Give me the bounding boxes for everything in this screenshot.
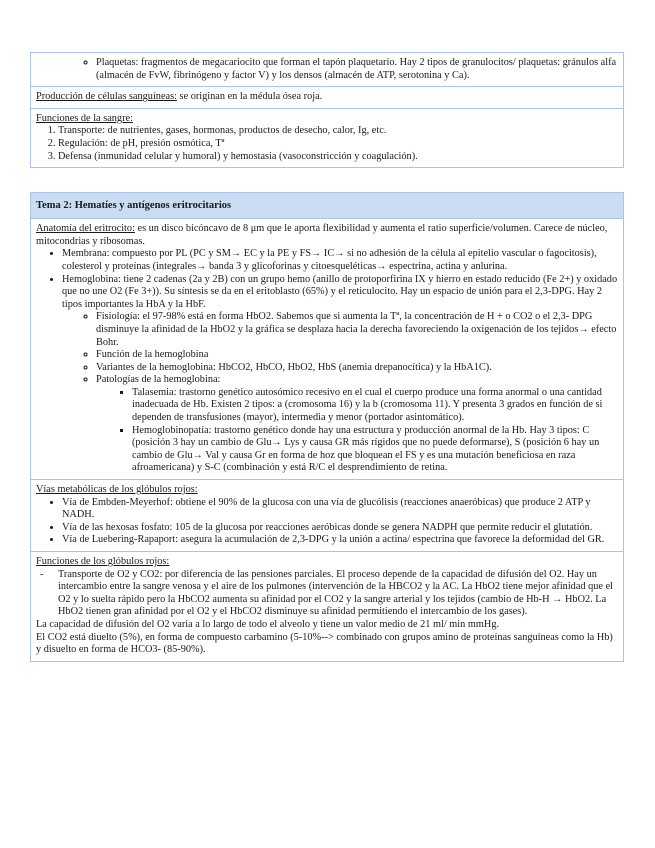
section-label: Funciones de los glóbulos rojos: (36, 556, 170, 567)
list-item: 3. Defensa (inmunidad celular y humoral) y hemostasia (vasoconstricción y coagulación). (58, 151, 618, 164)
list-item: • Membrana: compuesto por PL (PC y SM→ EC y la PE y FS→ IC→ si no adhesión de la célula al epitelio vascular o fagocitosis), colesterol y proteínas (integrales→ banda 3 y glicoforinas y citoesqueléticas→ espectrina, actina y anlurina. (62, 248, 618, 273)
pathways-list (36, 497, 618, 547)
list-item: - Transporte de O2 y CO2: por diferencia de las pensiones parciales. El proceso depende de la capacidad de difusión del O2. Hay un intercambio entre la sangre venosa y el aire de los pulmones (intervención de la HBCO2 y la AC. La HbO2 tiene mejor afinidad que el O2 y lo suelta rápido pero la HbCO2 aumenta su afinidad por el CO2 y la sangre arterial y los tejidos (cambio de Hb-H → HbO2. La HbO2 tienen gran afinidad por el O2 y el HbCO2 disminuye su afinidad permitiendo el intercambio de los gases). (58, 569, 618, 619)
list-item: ◦ Fisiología: el 97-98% está en forma HbO2. Sabemos que si aumenta la Tª, la concentración de H + o CO2 o el 2,3- DPG disminuye la afinidad de la HbO2 y la gráfica se desplaza hacia la derecha favoreciendo la oxigenación de los tejidos→ efecto Bohr. (96, 311, 618, 349)
list-item-text: Patologías de la hemoglobina: (96, 374, 221, 386)
paragraph (36, 223, 618, 248)
erythrocyte-anatomy-section (30, 219, 624, 480)
platelets-list (36, 57, 618, 82)
blood-cell-production-section (30, 87, 624, 109)
paragraph-text: es un disco bicóncavo de 8 μm que le aporta flexibilidad y aumenta el ratio superficie/volumen. Carece de núcleo, mitocondrias y ribosomas. (36, 223, 608, 247)
list-item: ◦ Variantes de la hemoglobina: HbCO2, HbCO, HbO2, HbS (anemia drepanocítica) y la HbA1C). (96, 362, 618, 375)
document-page (30, 52, 624, 662)
section-label: Funciones de la sangre: (36, 112, 133, 124)
list-item: ▪ Hemoglobinopatía: trastorno genético donde hay una estructura y producción anormal de la Hb. Hay 3 tipos: C (posición 3 hay un cambio de Glu→ Lys y causa GR más rígidos que no puede deformarse), S (posición 6 hay un cambio de Glu→ Val y causa Gr en forma de hoz que bloquean el FS y es una mutación beneficiosa en raza afroamericana) y S-C (combinación y está R/C el desprendimiento de retina. (132, 425, 618, 475)
pathologies-list (96, 387, 618, 475)
list-item: ◦ Plaquetas: fragmentos de megacariocito que forman el tapón plaquetario. Hay 2 tipos de granulocitos/ plaquetas: gránulos alfa (almacén de FvW, fibrinógeno y factor V) y los densos (almacén de ATP, serotonina y Ca). (96, 57, 618, 82)
paragraph: La capacidad de difusión del O2 varia a lo largo de todo el alveolo y tiene un valor medio de 21 ml/ min mmHg. (36, 618, 500, 630)
platelets-section (30, 52, 624, 87)
red-cell-functions-list (36, 569, 618, 619)
section-label: Producción de células sanguíneas: (36, 91, 177, 103)
red-cell-functions-section (30, 552, 624, 662)
topic-header: Tema 2: Hematíes y antígenos eritrocitarios (30, 192, 624, 219)
list-item: 2. Regulación: de pH, presión osmótica, Tª (58, 138, 618, 151)
section-label: Vías metabólicas de los glóbulos rojos: (36, 484, 198, 496)
list-item (96, 374, 618, 475)
paragraph (36, 91, 618, 104)
blood-functions-list (36, 125, 618, 163)
list-item: ▪ Talasemia: trastorno genético autosómico recesivo en el cual el cuerpo produce una forma anormal o una cantidad inadecuada de Hb. Existen 2 tipos: a (cromosoma 16) y la b (cromosoma 11). Y presenta 3 grados en función de si dependen de transfusiones (mayor), intermedia y menor (portador asintomático). (132, 387, 618, 425)
hemoglobin-sublist (62, 311, 618, 475)
metabolic-pathways-section (30, 480, 624, 552)
list-item: ◦ Función de la hemoglobina (96, 349, 618, 362)
list-item: 1. Transporte: de nutrientes, gases, hormonas, productos de desecho, calor, Ig, etc. (58, 125, 618, 138)
list-item-text: Hemoglobina: tiene 2 cadenas (2a y 2B) con un grupo hemo (anillo de protoporfirina IX y hierro en estado reducido (Fe 2+) y oxidado que no une O2 (Fe 3+)). Su síntesis se da en el eritoblasto (65%) y el reticulocito. Hay un espacio de unión para el 2,3-DPG. Hay 2 tipos importantes la HbA y la HbF. (62, 273, 618, 310)
blood-functions-section (30, 109, 624, 168)
section-label: Anatomía del eritrocito: (36, 223, 135, 235)
list-item: • Vía de las hexosas fosfato: 105 de la glucosa por reacciones aeróbicas donde se genera NADPH que permite reducir el glutatión. (62, 522, 618, 535)
list-item (62, 274, 618, 476)
paragraph-text: se originan en la médula ósea roja. (176, 91, 323, 103)
paragraph: El CO2 está diuelto (5%), en forma de compuesto carbamino (5-10%--> combinado con grupos amino de proteínas sanguíneas como la Hb) y disuelto en forma de HCO3- (85-90%). (36, 631, 613, 656)
anatomy-list (36, 248, 618, 475)
list-item: • Vía de Luebering-Rapaport: asegura la acumulación de 2,3-DPG y la unión a actina/ espectrina que favorece la deformidad del GR. (62, 534, 618, 547)
list-item: • Vía de Embden-Meyerhof: obtiene el 90% de la glucosa con una vía de glucólisis (reacciones anaeróbicas) que produce 2 ATP y NADH. (62, 497, 618, 522)
